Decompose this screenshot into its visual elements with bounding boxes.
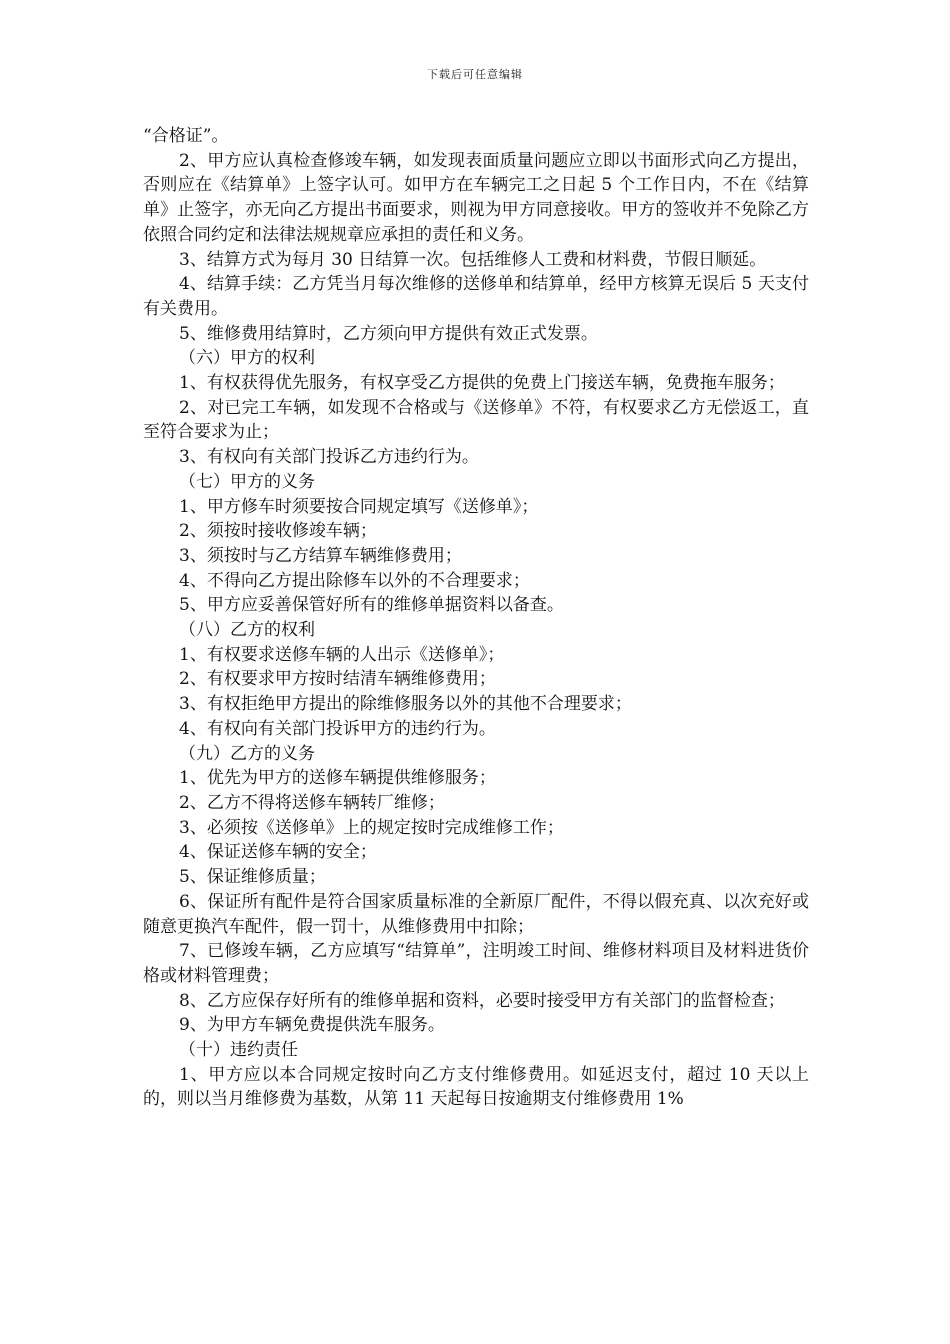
paragraph: “合格证”。 (143, 126, 229, 146)
paragraph: 2、有权要求甲方按时结清车辆维修费用； (179, 669, 496, 690)
paragraph: 4、保证送修车辆的安全； (179, 842, 377, 863)
paragraph: 3、有权拒绝甲方提出的除维修服务以外的其他不合理要求； (179, 694, 632, 715)
paragraph: 9、为甲方车辆免费提供洗车服务。 (179, 1015, 445, 1036)
paragraph: 5、甲方应妥善保管好所有的维修单据资料以备查。 (179, 595, 564, 616)
paragraph: 3、须按时与乙方结算车辆维修费用； (179, 545, 462, 566)
paragraph: 2、甲方应认真检查修竣车辆，如发现表面质量问题应立即以书面形式向乙方提出，否则应在《结算单》上签字认可。如甲方在车辆完工之日起 5 个工作日内，不在《结算单》止签字，亦无向乙方提出书面要求，则视为甲方同意接收。甲方的签收并不免除乙方依照合同约定和法律法规规章应承担的责任和义务。 (143, 150, 809, 245)
paragraph: 1、甲方修车时须要按合同规定填写《送修单》； (179, 496, 539, 517)
paragraph: 4、有权向有关部门投诉甲方的违约行为。 (179, 718, 496, 739)
paragraph: 2、须按时接收修竣车辆； (179, 521, 377, 542)
paragraph: 4、不得向乙方提出除修车以外的不合理要求； (179, 570, 530, 591)
paragraph: 2、乙方不得将送修车辆转厂维修； (179, 792, 445, 813)
paragraph: 2、对已完工车辆，如发现不合格或与《送修单》不符，有权要求乙方无偿返工，直至符合要求为止； (143, 397, 809, 443)
paragraph: 3、有权向有关部门投诉乙方违约行为。 (179, 447, 479, 468)
paragraph: 5、维修费用结算时，乙方须向甲方提供有效正式发票。 (179, 323, 598, 344)
paragraph: 1、甲方应以本合同规定按时向乙方支付维修费用。如延迟支付，超过 10 天以上的，则以当月维修费为基数，从第 11 天起每日按逾期支付维修费用 1% (143, 1064, 809, 1110)
paragraph: 4、结算手续：乙方凭当月每次维修的送修单和结算单，经甲方核算无误后 5 天支付有关费用。 (143, 274, 809, 319)
paragraph: 3、结算方式为每月 30 日结算一次。包括维修人工费和材料费，节假日顺延。 (179, 249, 767, 270)
section-heading: （十）违约责任 (179, 1040, 298, 1061)
paragraph: 1、有权要求送修车辆的人出示《送修单》； (179, 644, 505, 665)
paragraph: 5、保证维修质量； (179, 867, 326, 888)
section-heading: （九）乙方的义务 (179, 743, 315, 764)
section-heading: （八）乙方的权利 (179, 620, 315, 641)
paragraph: 7、已修竣车辆，乙方应填写“结算单”，注明竣工时间、维修材料项目及材料进货价格或材料管理费； (143, 941, 809, 986)
paragraph: 1、有权获得优先服务，有权享受乙方提供的免费上门接送车辆，免费拖车服务； (179, 373, 785, 394)
page-header: 下载后可任意编辑 (427, 68, 523, 81)
section-heading: （六）甲方的权利 (179, 348, 315, 369)
document-body (143, 124, 809, 1112)
paragraph: 1、优先为甲方的送修车辆提供维修服务； (179, 768, 496, 789)
paragraph: 6、保证所有配件是符合国家质量标准的全新原厂配件，不得以假充真、以次充好或随意更换汽车配件，假一罚十，从维修费用中扣除； (143, 891, 809, 937)
paragraph: 3、必须按《送修单》上的规定按时完成维修工作； (179, 817, 564, 838)
paragraph: 8、乙方应保存好所有的维修单据和资料，必要时接受甲方有关部门的监督检查； (179, 990, 785, 1011)
section-heading: （七）甲方的义务 (179, 471, 315, 492)
